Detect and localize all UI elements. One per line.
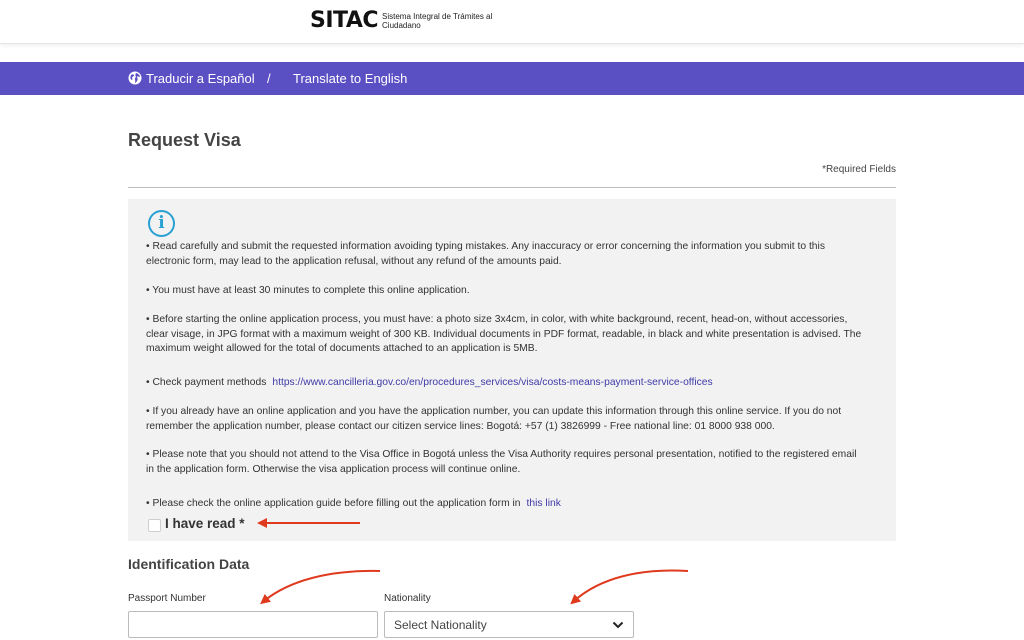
divider: [128, 187, 896, 188]
language-separator: /: [267, 71, 271, 86]
chevron-down-icon: [612, 620, 624, 630]
application-guide-link[interactable]: this link: [526, 498, 561, 509]
nationality-select[interactable]: [384, 611, 634, 638]
translate-spanish-link[interactable]: Traducir a Español: [146, 71, 255, 86]
application-guide-text: • Please check the online application guide before filling out the application form in: [146, 498, 521, 509]
annotation-arrow-passport: [264, 571, 380, 601]
notice-application-guide: [146, 497, 862, 512]
identification-data-heading: Identification Data: [128, 556, 250, 572]
info-icon: i: [148, 210, 175, 237]
page-title: Request Visa: [128, 130, 241, 150]
notice-typing-mistakes: • Read carefully and submit the requested information avoiding typing mistakes. Any inaccuracy or error concerning the information you submit to this electronic form, may lead to the application refusal, without any refund of the amounts paid.: [146, 241, 825, 267]
nationality-label: Nationality: [384, 593, 431, 604]
sitac-logo[interactable]: [310, 8, 502, 34]
annotation-arrow-nationality: [574, 570, 688, 601]
i-have-read-label[interactable]: I have read *: [165, 516, 245, 531]
passport-number-input[interactable]: [128, 611, 378, 638]
notice-update-application: • If you already have an online application and you have the application number, you can update this information through this online service. If you do not remember the application number, please contact our citizen service lines: Bogotá: +57 (1) 3826999 - Free national line: 01 8000 938 000.: [146, 406, 842, 432]
required-fields-note: *Required Fields: [822, 164, 896, 175]
globe-icon: [128, 71, 142, 85]
language-bar: [0, 62, 1024, 95]
notice-payment-methods: [146, 376, 862, 391]
passport-number-label: Passport Number: [128, 593, 206, 604]
info-panel: [128, 199, 896, 541]
payment-methods-link[interactable]: https://www.cancilleria.gov.co/en/procedures_services/visa/costs-means-payment-service-offices: [272, 377, 713, 388]
payment-methods-text: • Check payment methods: [146, 377, 267, 388]
nationality-selected-value: Select Nationality: [394, 618, 487, 632]
logo-wordmark: SITAC: [310, 8, 379, 33]
logo-subtitle: Sistema Integral de Trámites al Ciudadano: [382, 12, 493, 30]
notice-time-required: • You must have at least 30 minutes to complete this online application.: [146, 285, 470, 296]
notice-visa-office: • Please note that you should not attend to the Visa Office in Bogotá unless the Visa Authority requires personal presentation, notified to the registered email in the application form. Otherwise the visa application process will continue online.: [146, 449, 857, 475]
notice-photo-requirements: • Before starting the online application process, you must have: a photo size 3x4cm, in color, with white background, recent, head-on, without accessories, clear visage, in JPG format with a maximum weight of 300 KB. Individual documents in PDF format, readable, in black and white presentation is advised. The maximum weight allowed for the total of documents attached to an application is 5MB.: [146, 314, 862, 354]
translate-english-link[interactable]: Translate to English: [293, 71, 408, 86]
top-header: [0, 0, 1024, 44]
i-have-read-checkbox[interactable]: [148, 519, 161, 532]
